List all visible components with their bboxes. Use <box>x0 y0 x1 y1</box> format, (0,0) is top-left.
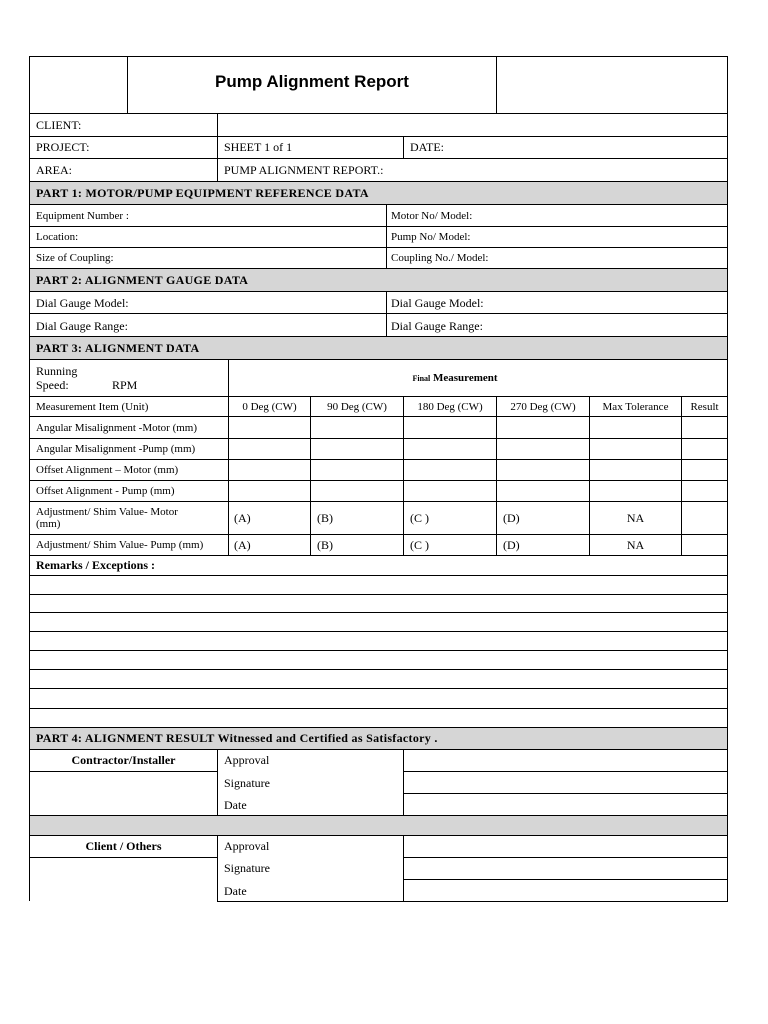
col-180-deg: 180 Deg (CW) <box>417 401 483 413</box>
part4-heading-rest: Witnessed and Certified as Satisfactory . <box>214 731 438 745</box>
gauge-model-left-label: Dial Gauge Model: <box>36 296 129 310</box>
shim-pump-d: (D) <box>503 538 520 552</box>
part1-heading: PART 1: MOTOR/PUMP EQUIPMENT REFERENCE DATA <box>36 186 369 200</box>
shim-pump-c: (C ) <box>410 538 429 552</box>
row-shim-motor-line2: (mm) <box>36 518 61 530</box>
contractor-label: Contractor/Installer <box>71 753 176 767</box>
remarks-label: Remarks / Exceptions : <box>36 558 155 572</box>
col-result: Result <box>690 401 719 413</box>
final-measurement-heading <box>228 371 682 386</box>
contractor-signature-label: Signature <box>224 776 270 790</box>
row-angular-pump: Angular Misalignment -Pump (mm) <box>36 443 196 455</box>
final-label: Final <box>412 374 431 383</box>
contractor-approval-label: Approval <box>224 753 270 767</box>
col-0-deg: 0 Deg (CW) <box>242 401 297 413</box>
running-label: Running <box>36 364 78 378</box>
shim-pump-na: NA <box>626 538 645 552</box>
col-max-tolerance: Max Tolerance <box>602 401 669 413</box>
col-270-deg: 270 Deg (CW) <box>510 401 576 413</box>
measurement-label: Measurement <box>432 372 498 384</box>
part2-heading: PART 2: ALIGNMENT GAUGE DATA <box>36 273 249 287</box>
row-offset-pump: Offset Alignment - Pump (mm) <box>36 485 175 497</box>
pump-model-label: Pump No/ Model: <box>391 231 471 243</box>
row-angular-motor: Angular Misalignment -Motor (mm) <box>36 422 198 434</box>
gauge-range-left-label: Dial Gauge Range: <box>36 319 128 333</box>
shim-motor-na: NA <box>626 511 645 525</box>
part4-heading-bold: PART 4: ALIGNMENT RESULT <box>36 731 215 745</box>
shim-pump-b: (B) <box>317 538 333 552</box>
col-90-deg: 90 Deg (CW) <box>327 401 387 413</box>
client-date-label: Date <box>224 884 247 898</box>
part4-heading <box>36 731 438 745</box>
contractor-date-label: Date <box>224 798 247 812</box>
date-field[interactable] <box>450 137 727 158</box>
separator-bar <box>30 816 727 835</box>
row-shim-motor-line1: Adjustment/ Shim Value- Motor <box>36 506 178 518</box>
rpm-label: RPM <box>112 378 138 392</box>
client-approval-label: Approval <box>224 839 270 853</box>
shim-motor-a: (A) <box>234 511 251 525</box>
coupling-size-label: Size of Coupling: <box>36 252 114 264</box>
shim-motor-b: (B) <box>317 511 333 525</box>
shim-pump-a: (A) <box>234 538 251 552</box>
part3-heading: PART 3: ALIGNMENT DATA <box>36 341 200 355</box>
page-title: Pump Alignment Report <box>215 72 409 91</box>
client-field[interactable] <box>218 114 727 136</box>
shim-motor-c: (C ) <box>410 511 429 525</box>
gauge-model-right-label: Dial Gauge Model: <box>391 296 484 310</box>
col-measurement-item: Measurement Item (Unit) <box>36 401 149 413</box>
report-number-label: PUMP ALIGNMENT REPORT.: <box>224 163 384 177</box>
gauge-range-right-label: Dial Gauge Range: <box>391 319 483 333</box>
sheet-label: SHEET 1 of 1 <box>224 140 293 154</box>
client-others-label: Client / Others <box>85 839 162 853</box>
speed-label: Speed: <box>36 378 69 392</box>
location-label: Location: <box>36 231 79 243</box>
client-signature-label: Signature <box>224 861 270 875</box>
row-shim-pump: Adjustment/ Shim Value- Pump (mm) <box>36 539 204 551</box>
area-label: AREA: <box>36 163 72 177</box>
project-label: PROJECT: <box>36 140 90 154</box>
coupling-model-label: Coupling No./ Model: <box>391 252 489 264</box>
row-offset-motor: Offset Alignment – Motor (mm) <box>36 464 179 476</box>
equipment-number-label: Equipment Number : <box>36 210 129 222</box>
shim-motor-d: (D) <box>503 511 520 525</box>
motor-model-label: Motor No/ Model: <box>391 210 473 222</box>
client-label: CLIENT: <box>36 118 82 132</box>
date-label: DATE: <box>410 140 444 154</box>
